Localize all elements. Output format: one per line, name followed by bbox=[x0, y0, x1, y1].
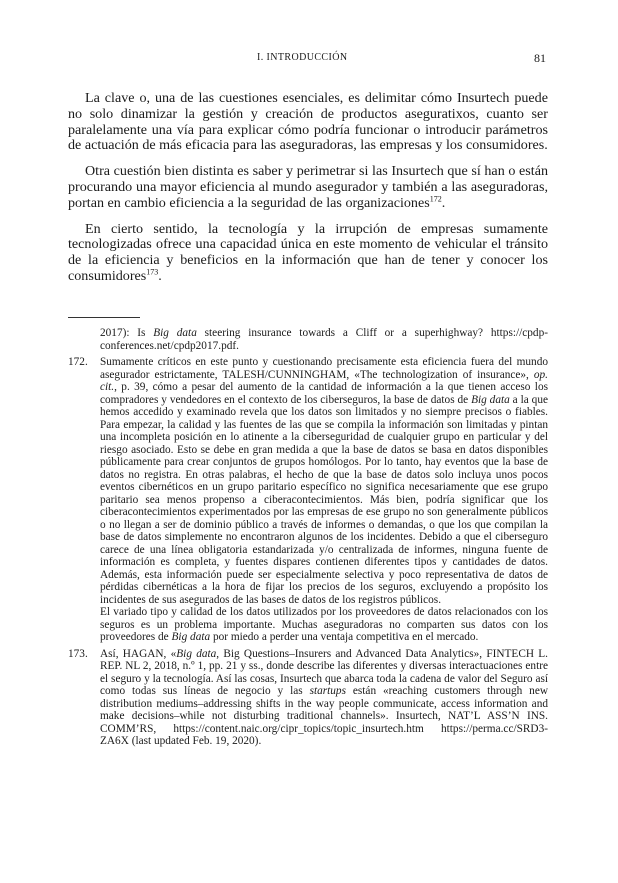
footnote-172-p2-italic: Big data bbox=[171, 631, 211, 643]
footnote-continuation-text-1: 2017): Is bbox=[100, 327, 154, 339]
footnote-172-paragraph-1 bbox=[100, 356, 548, 606]
footnote-172 bbox=[68, 356, 548, 644]
footnote-172-paragraph-2 bbox=[100, 606, 548, 644]
footnote-ref-173[interactable]: 173 bbox=[146, 267, 159, 277]
body-text bbox=[68, 91, 548, 295]
page-number: 81 bbox=[534, 51, 546, 65]
footnote-number-173: 173. bbox=[68, 647, 88, 660]
footnote-173-italic-1: Big data bbox=[176, 647, 217, 660]
footnote-172-text-1: Sumamente críticos en este punto y cuestionando precisamente esta eficiencia fuera del mundo asegurador estrictamente, TALESH/CUNNINGHAM, «The technologization of insurance», bbox=[100, 356, 548, 381]
footnote-173-text-2: , Big Questions–Insurers and Advanced Data Analytics», FINTECH L. REP. NL 2, 2018, n.º 1, pp. 21 y ss., donde describe las diferentes y diversas interactuaciones entre el seguro y la tecnología. Así las cosas, Insurtech que abarca toda la cadena de valor del Seguro así como todas sus líneas de negocio y las bbox=[100, 647, 548, 697]
footnote-173-text-3: están «reaching customers through new distribution mediums–addressing shifts in the way people communicate, access information and make decisions–while not disturbing traditional channels». Insurtech, NAT’L ASS’N INS. COMM’RS, https://content.naic.org/cipr_topics/topic_insurtech.htm https://perma.cc/SRD3- ZA6X (last updated Feb. 19, 2020). bbox=[100, 685, 549, 747]
body-paragraph-3-text: En cierto sentido, la tecnología y la irrupción de empresas sumamente tecnologizadas ofrece una capacidad única en este momento de vehicular el tránsito de la eficiencia y beneficios en la información que han de tener y conocer los consumidores bbox=[68, 220, 548, 284]
footnote-continuation bbox=[68, 327, 548, 352]
footnote-continuation-text-2: steering insurance towards a Cliff or a superhighway? https://cpdp-conferences.net/cpdp2017.pdf. bbox=[100, 327, 548, 352]
body-paragraph-1 bbox=[68, 91, 548, 154]
footnote-172-p2-text-2: por miedo a perder una ventaja competitiva en el mercado. bbox=[210, 631, 479, 643]
footnote-continuation-text bbox=[100, 327, 548, 352]
footnote-172-text-3: a la que hemos accedido y examinado revela que los datos son limitados y no siempre precisos o fiables. Para empezar, la calidad y las fuentes de las que se compila la información son limitadas y pintan una incompleta posición en lo atinente a la ciberseguridad de cualquier grupo en particular y del riesgo asociado. Esto se debe en gran medida a que la base de datos se basa en datos disponibles públicamente para crear conjuntos de grupos homólogos. Por lo tanto, hay eventos que la base de datos no registra. En otras palabras, el hecho de que la base de datos solo incluya unos pocos eventos cibernéticos en un grupo paritario específico no significa necesariamente que ese grupo paritario sea menos propenso a ciberacontecimientos. Más bien, podría significar que los ciberacontecimientos experimentados por las empresas de ese grupo no son generalmente públicos o no llegan a ser de dominio público a través de informes o demandas, o que los que compilan la base de datos simplemente no encontraron algunos de los incidentes. Debido a que el ciberseguro carece de una línea obligatoria estandarizada y/o centralizada de informes, ninguna fuente de información es completa, y fuentes dispares contienen diferentes tipos y cantidades de datos. Además, esta información puede ser especialmente selectiva y poco representativa de datos de pérdidas cibernéticas a la hora de fijar los precios de los seguros, excluyendo a propósito los incidentes de sus asegurados de las bases de datos de los registros públicos. bbox=[100, 393, 548, 606]
footnote-172-p2-text-1: El variado tipo y calidad de los datos utilizados por los proveedores de datos relacionados con los seguros es un problema importante. Muchas aseguradoras no comparten sus datos con los proveedores de bbox=[100, 606, 548, 643]
footnote-continuation-italic: Big data bbox=[153, 327, 197, 339]
footnote-ref-172[interactable]: 172 bbox=[429, 194, 442, 204]
body-paragraph-3 bbox=[68, 222, 548, 285]
body-paragraph-1-text: La clave o, una de las cuestiones esenciales, es delimitar cómo Insurtech puede no solo dinamizar la gestión y creación de productos aseguratixos, cuanto ser paralelamente una vía para explicar cómo podría funcionar o introducir parámetros de actuación de más eficacia para las aseguradoras, las empresas y los consumidores. bbox=[68, 90, 548, 154]
footnote-172-italic-2: Big data bbox=[471, 393, 510, 406]
body-paragraph-2 bbox=[68, 164, 548, 211]
footnote-172-italic-1: op. cit. bbox=[100, 368, 548, 393]
footnote-173-text-1: Así, HAGAN, « bbox=[100, 647, 177, 660]
body-paragraph-2-text: Otra cuestión bien distinta es saber y perimetrar si las Insurtech que sí han o están procurando una mayor eficiencia al mundo asegurador y también a las aseguradoras, portan en cambio eficiencia a la seguridad de las organizaciones bbox=[68, 163, 548, 211]
running-head: I. INTRODUCCIÓN bbox=[257, 52, 348, 63]
footnote-172-text-2: , p. 39, cómo a pesar del aumento de la cantidad de información a la que tienen acceso los compradores y vendedores en el contexto de los ciberseguros, la base de datos de bbox=[100, 381, 548, 406]
footnote-173-paragraph bbox=[100, 648, 548, 748]
footnote-separator bbox=[68, 317, 140, 318]
body-paragraph-2-end: . bbox=[441, 194, 446, 211]
footnote-173 bbox=[68, 648, 548, 748]
footnote-number-172: 172. bbox=[68, 356, 88, 368]
body-paragraph-3-end: . bbox=[158, 267, 162, 284]
footnote-173-italic-2: startups bbox=[309, 685, 346, 697]
footnotes bbox=[68, 327, 548, 752]
